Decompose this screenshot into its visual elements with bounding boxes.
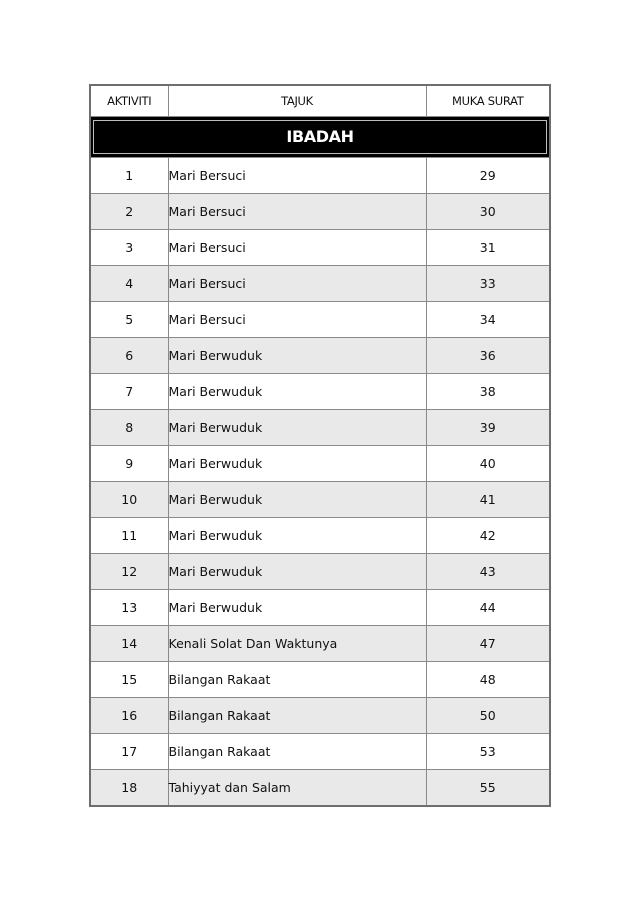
muka-surat-cell: 36 <box>426 338 550 374</box>
tajuk-cell: Mari Berwuduk <box>168 446 426 482</box>
table-row <box>90 158 550 194</box>
aktiviti-cell: 6 <box>90 338 168 374</box>
table-row <box>90 482 550 518</box>
aktiviti-cell: 14 <box>90 626 168 662</box>
tajuk-cell: Mari Berwuduk <box>168 410 426 446</box>
aktiviti-cell: 1 <box>90 158 168 194</box>
table-row <box>90 194 550 230</box>
aktiviti-cell: 18 <box>90 770 168 807</box>
tajuk-cell: Bilangan Rakaat <box>168 734 426 770</box>
aktiviti-cell: 10 <box>90 482 168 518</box>
aktiviti-cell: 17 <box>90 734 168 770</box>
table-row <box>90 554 550 590</box>
muka-surat-cell: 53 <box>426 734 550 770</box>
column-header-aktiviti: AKTIVITI <box>90 85 168 117</box>
section-row <box>90 117 550 158</box>
muka-surat-cell: 34 <box>426 302 550 338</box>
header-row <box>90 85 550 117</box>
tajuk-cell: Mari Bersuci <box>168 158 426 194</box>
muka-surat-cell: 48 <box>426 662 550 698</box>
aktiviti-cell: 4 <box>90 266 168 302</box>
tajuk-cell: Bilangan Rakaat <box>168 698 426 734</box>
muka-surat-cell: 41 <box>426 482 550 518</box>
table-row <box>90 374 550 410</box>
tajuk-cell: Mari Berwuduk <box>168 338 426 374</box>
table-row <box>90 302 550 338</box>
tajuk-cell: Tahiyyat dan Salam <box>168 770 426 807</box>
column-header-tajuk: TAJUK <box>168 85 426 117</box>
tajuk-cell: Kenali Solat Dan Waktunya <box>168 626 426 662</box>
aktiviti-cell: 12 <box>90 554 168 590</box>
table-row <box>90 446 550 482</box>
muka-surat-cell: 31 <box>426 230 550 266</box>
contents-table-body <box>90 117 550 807</box>
tajuk-cell: Mari Bersuci <box>168 302 426 338</box>
tajuk-cell: Mari Berwuduk <box>168 518 426 554</box>
tajuk-cell: Mari Bersuci <box>168 266 426 302</box>
tajuk-cell: Mari Berwuduk <box>168 590 426 626</box>
table-row <box>90 698 550 734</box>
table-row <box>90 266 550 302</box>
section-title: IBADAH <box>93 120 547 154</box>
aktiviti-cell: 7 <box>90 374 168 410</box>
table-row <box>90 626 550 662</box>
table-row <box>90 662 550 698</box>
contents-table <box>89 84 551 807</box>
muka-surat-cell: 50 <box>426 698 550 734</box>
aktiviti-cell: 9 <box>90 446 168 482</box>
muka-surat-cell: 43 <box>426 554 550 590</box>
aktiviti-cell: 11 <box>90 518 168 554</box>
table-row <box>90 590 550 626</box>
table-row <box>90 230 550 266</box>
section-cell <box>90 117 550 158</box>
tajuk-cell: Mari Berwuduk <box>168 482 426 518</box>
tajuk-cell: Mari Bersuci <box>168 230 426 266</box>
muka-surat-cell: 40 <box>426 446 550 482</box>
muka-surat-cell: 39 <box>426 410 550 446</box>
muka-surat-cell: 47 <box>426 626 550 662</box>
muka-surat-cell: 33 <box>426 266 550 302</box>
table-row <box>90 410 550 446</box>
aktiviti-cell: 2 <box>90 194 168 230</box>
muka-surat-cell: 38 <box>426 374 550 410</box>
aktiviti-cell: 15 <box>90 662 168 698</box>
tajuk-cell: Mari Bersuci <box>168 194 426 230</box>
table-row <box>90 518 550 554</box>
table-row <box>90 338 550 374</box>
aktiviti-cell: 8 <box>90 410 168 446</box>
aktiviti-cell: 3 <box>90 230 168 266</box>
aktiviti-cell: 13 <box>90 590 168 626</box>
muka-surat-cell: 44 <box>426 590 550 626</box>
muka-surat-cell: 30 <box>426 194 550 230</box>
muka-surat-cell: 55 <box>426 770 550 807</box>
aktiviti-cell: 16 <box>90 698 168 734</box>
table-row <box>90 770 550 807</box>
muka-surat-cell: 29 <box>426 158 550 194</box>
tajuk-cell: Bilangan Rakaat <box>168 662 426 698</box>
table-row <box>90 734 550 770</box>
muka-surat-cell: 42 <box>426 518 550 554</box>
column-header-muka-surat: MUKA SURAT <box>426 85 550 117</box>
tajuk-cell: Mari Berwuduk <box>168 554 426 590</box>
tajuk-cell: Mari Berwuduk <box>168 374 426 410</box>
aktiviti-cell: 5 <box>90 302 168 338</box>
